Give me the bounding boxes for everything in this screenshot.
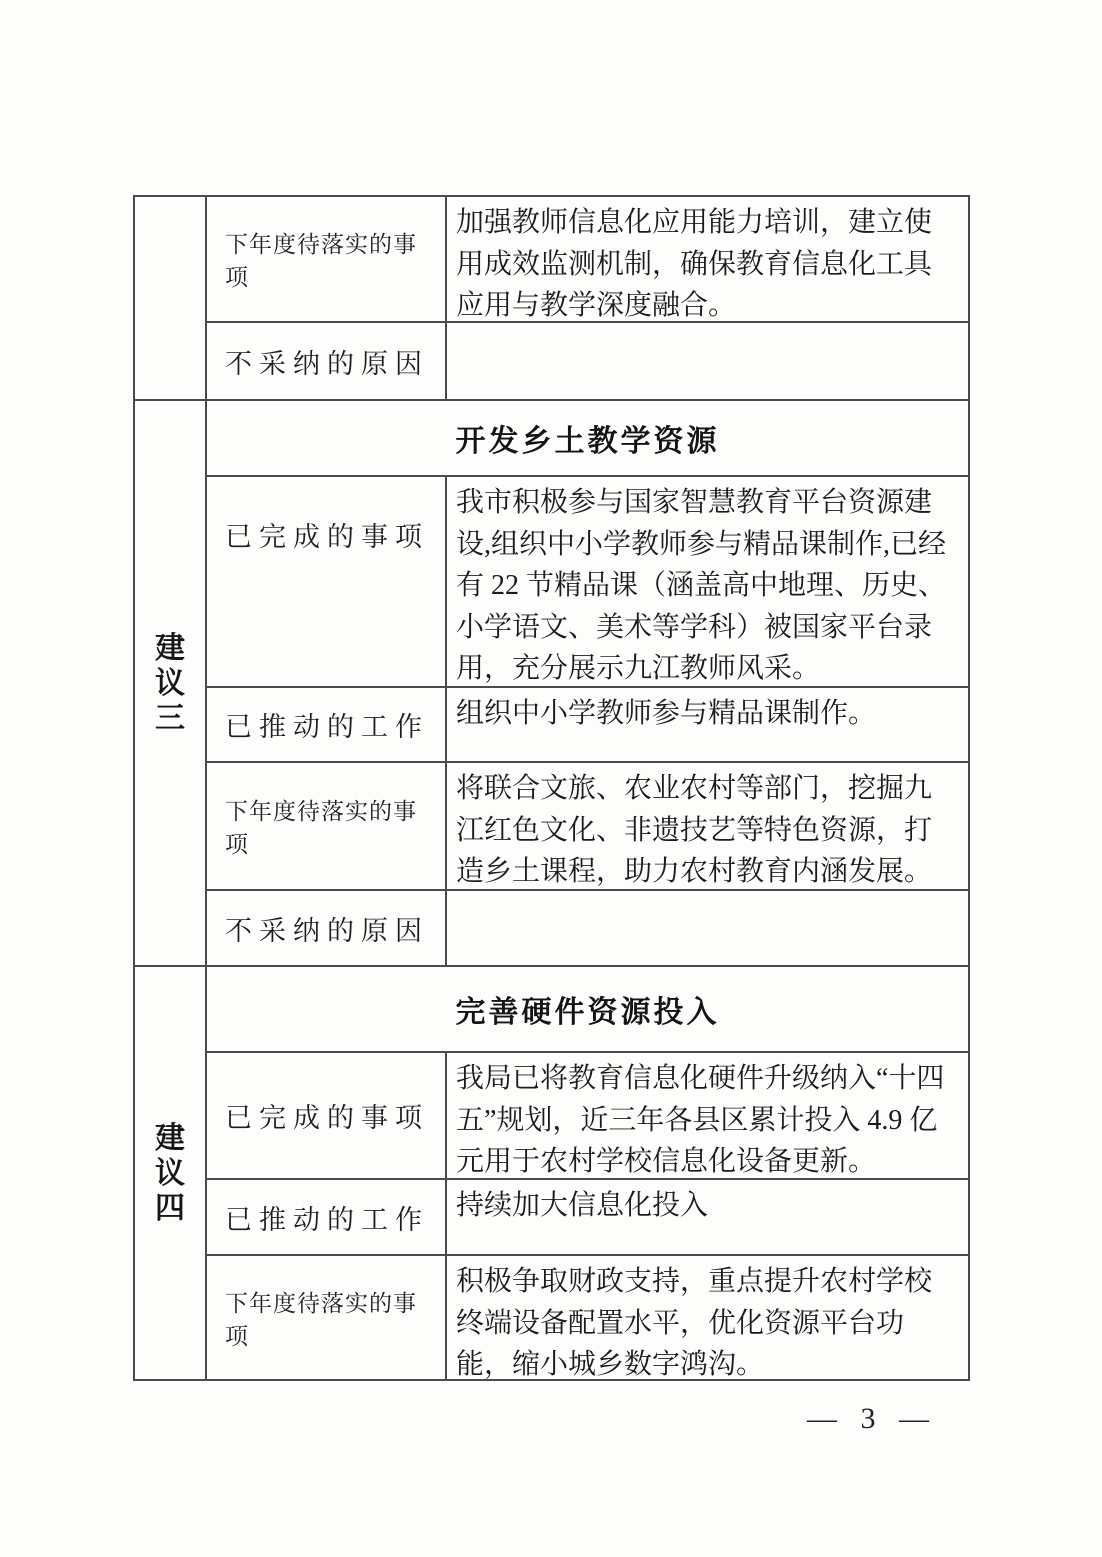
row-label: 已完成的事项 <box>207 477 447 686</box>
row-content <box>447 323 968 399</box>
row-content: 我局已将教育信息化硬件升级纳入“十四五”规划，近三年各县区累计投入 4.9 亿元用于农村学校信息化设备更新。 <box>456 1063 945 1177</box>
row-label: 已完成的事项 <box>207 1053 447 1178</box>
table-row <box>207 477 968 686</box>
row-label: 不采纳的原因 <box>207 891 447 965</box>
row-content: 将联合文旅、农业农村等部门，挖掘九江红色文化、非遗技艺等特色资源，打造乡土课程，助力农村教育内涵发展。 <box>456 773 933 887</box>
table-row <box>207 1178 968 1254</box>
page-number: — 3 — <box>807 1402 937 1435</box>
section-body <box>207 401 968 965</box>
row-content: 积极争取财政支持，重点提升农村学校终端设备配置水平，优化资源平台功能，缩小城乡数字鸿沟。 <box>456 1266 933 1379</box>
advice-label: 建议三 <box>155 631 185 735</box>
advice-label-cell <box>135 197 207 399</box>
advice-label: 建议四 <box>155 1121 185 1225</box>
section-title: 开发乡土教学资源 <box>207 401 968 477</box>
suggestions-table <box>133 195 970 1381</box>
section-continuation <box>135 197 968 399</box>
table-row <box>207 1254 968 1379</box>
row-label: 不采纳的原因 <box>207 323 447 399</box>
row-label: 下年度待落实的事项 <box>207 197 447 321</box>
table-row <box>207 686 968 761</box>
advice-label-cell <box>135 401 207 965</box>
row-content: 持续加大信息化投入 <box>456 1190 709 1221</box>
section-suggestion-3 <box>135 399 968 965</box>
row-label: 下年度待落实的事项 <box>207 763 447 889</box>
section-title: 完善硬件资源投入 <box>207 967 968 1053</box>
row-content: 加强教师信息化应用能力培训，建立使用成效监测机制，确保教育信息化工具应用与教学深度融合。 <box>456 207 933 321</box>
table-row <box>207 761 968 889</box>
row-content <box>447 891 968 965</box>
table-row <box>207 197 968 321</box>
advice-label-cell <box>135 967 207 1379</box>
row-label: 已推动的工作 <box>207 1180 447 1254</box>
table-row <box>207 321 968 399</box>
row-label: 下年度待落实的事项 <box>207 1256 447 1379</box>
section-body <box>207 197 968 399</box>
section-suggestion-4 <box>135 965 968 1379</box>
section-body <box>207 967 968 1379</box>
table-row <box>207 1053 968 1178</box>
row-label: 已推动的工作 <box>207 688 447 761</box>
row-content: 组织中小学教师参与精品课制作。 <box>456 698 877 729</box>
row-content: 我市积极参与国家智慧教育平台资源建设,组织中小学教师参与精品课制作,已经有 22 节精品课（涵盖高中地理、历史、小学语文、美术等学科）被国家平台录用，充分展示九江教师风采。 <box>456 487 947 684</box>
table-row <box>207 889 968 965</box>
